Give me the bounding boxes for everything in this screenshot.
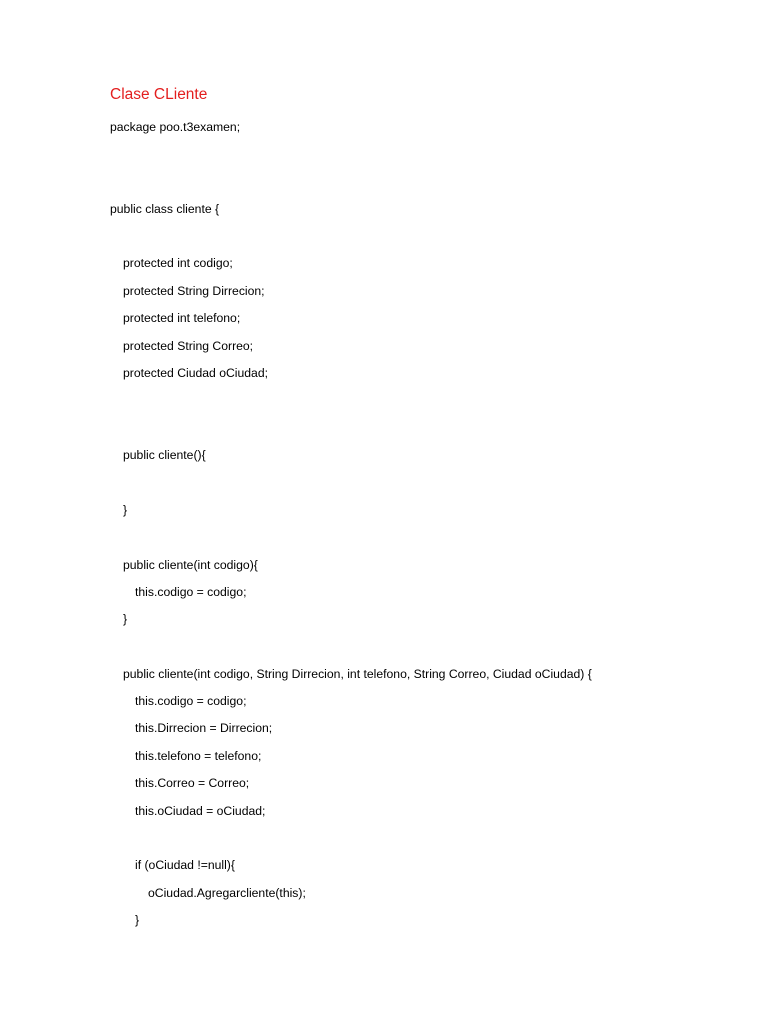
code-line-ctor-empty: public cliente(){ <box>123 448 206 462</box>
code-line-package: package poo.t3examen; <box>110 120 241 134</box>
code-line-field-correo: protected String Correo; <box>123 339 254 353</box>
code-line-full-assign-dirrecion: this.Dirrecion = Dirrecion; <box>135 721 273 735</box>
code-line-full-assign-telefono: this.telefono = telefono; <box>135 749 262 763</box>
code-line-full-assign-correo: this.Correo = Correo; <box>135 776 250 790</box>
code-line-field-telefono: protected int telefono; <box>123 311 241 325</box>
code-line-full-assign-ociudad: this.oCiudad = oCiudad; <box>135 804 266 818</box>
code-line-agregar-cliente: oCiudad.Agregarcliente(this); <box>148 886 306 900</box>
code-line-field-codigo: protected int codigo; <box>123 256 233 270</box>
code-line-if-close: } <box>135 913 140 927</box>
code-line-ctor-codigo: public cliente(int codigo){ <box>123 558 258 572</box>
code-line-assign-codigo: this.codigo = codigo; <box>135 585 247 599</box>
code-line-full-assign-codigo: this.codigo = codigo; <box>135 694 247 708</box>
code-line-ctor-full: public cliente(int codigo, String Dirrecion, int telefono, String Correo, Ciudad oCiudad) { <box>123 667 592 681</box>
code-line-field-dirrecion: protected String Dirrecion; <box>123 284 265 298</box>
code-line-field-ociudad: protected Ciudad oCiudad; <box>123 366 268 380</box>
section-heading: Clase CLiente <box>110 86 208 103</box>
code-line-class-decl: public class cliente { <box>110 202 220 216</box>
code-line-ctor-codigo-close: } <box>123 612 128 626</box>
code-line-if-ociudad: if (oCiudad !=null){ <box>135 858 235 872</box>
code-line-ctor-empty-close: } <box>123 503 128 517</box>
